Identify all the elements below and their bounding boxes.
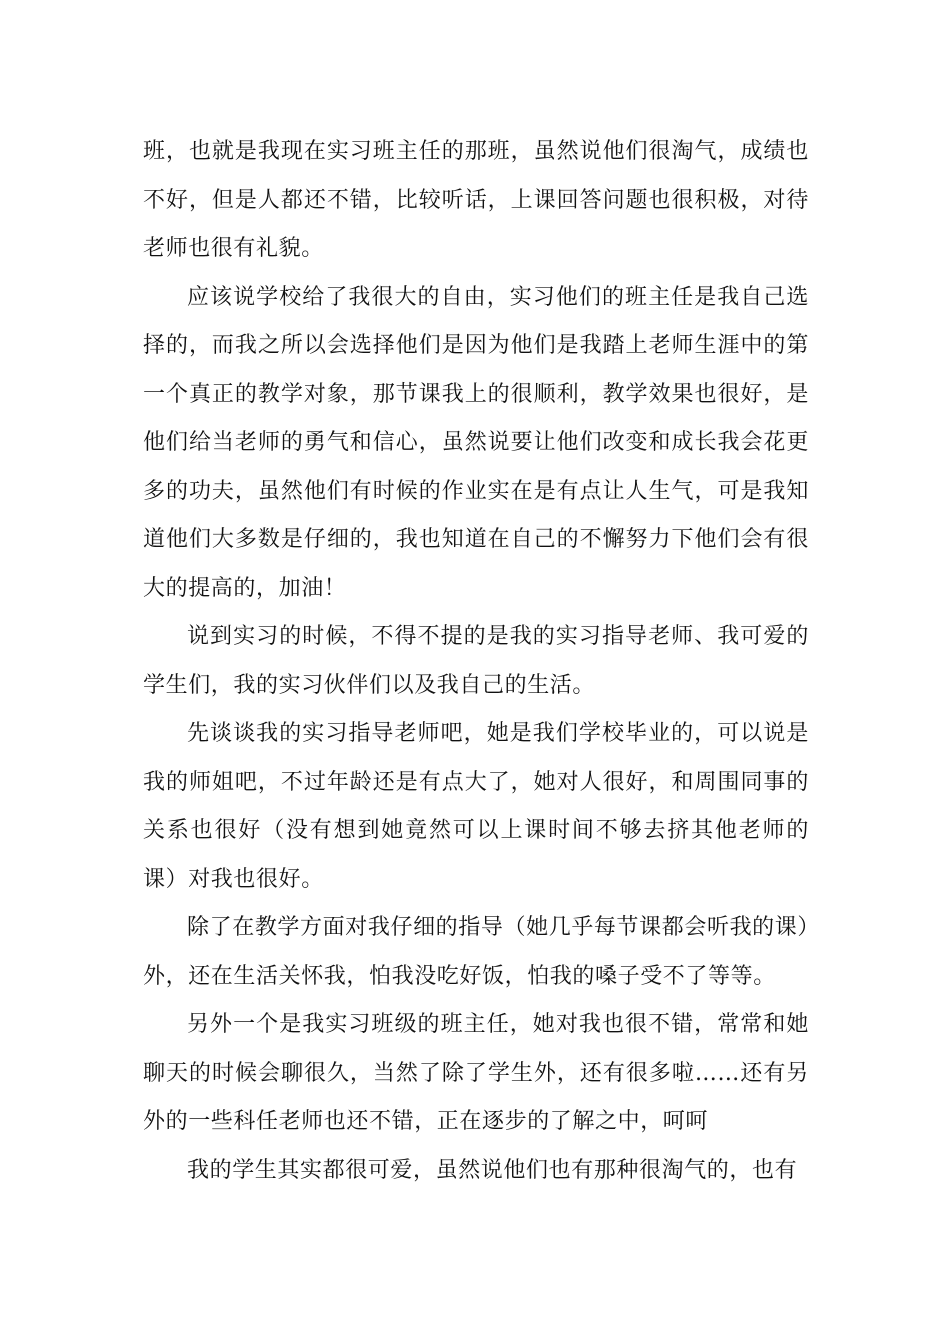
paragraph-1: 班，也就是我现在实习班主任的那班，虽然说他们很淘气，成绩也不好，但是人都还不错，比较听话，上课回答问题也很积极，对待老师也很有礼貌。 <box>143 139 809 261</box>
paragraph-3: 说到实习的时候，不得不提的是我的实习指导老师、我可爱的学生们，我的实习伙伴们以及我自己的生活。 <box>143 624 809 698</box>
paragraph-7: 我的学生其实都很可爱，虽然说他们也有那种很淘气的，也有 <box>187 1157 798 1183</box>
paragraph-4: 先谈谈我的实习指导老师吧，她是我们学校毕业的，可以说是我的师姐吧，不过年龄还是有点大了，她对人很好，和周围同事的关系也很好（没有想到她竟然可以上课时间不够去挤其他老师的课）对我也很好。 <box>143 721 809 892</box>
paragraph-5: 除了在教学方面对我仔细的指导（她几乎每节课都会听我的课）外，还在生活关怀我，怕我没吃好饭，怕我的嗓子受不了等等。 <box>143 915 809 989</box>
paragraph-2: 应该说学校给了我很大的自由，实习他们的班主任是我自己选择的，而我之所以会选择他们是因为他们是我踏上老师生涯中的第一个真正的教学对象，那节课我上的很顺利，教学效果也很好，是他们给当老师的勇气和信心，虽然说要让他们改变和成长我会花更多的功夫，虽然他们有时候的作业实在是有点让人生气，可是我知道他们大多数是仔细的，我也知道在自己的不懈努力下他们会有很大的提高的，加油！ <box>143 284 809 601</box>
document-body <box>143 128 809 1195</box>
paragraph-6: 另外一个是我实习班级的班主任，她对我也很不错，常常和她聊天的时候会聊很久，当然了除了学生外，还有很多啦……还有另外的一些科任老师也还不错，正在逐步的了解之中，呵呵 <box>143 1012 809 1134</box>
